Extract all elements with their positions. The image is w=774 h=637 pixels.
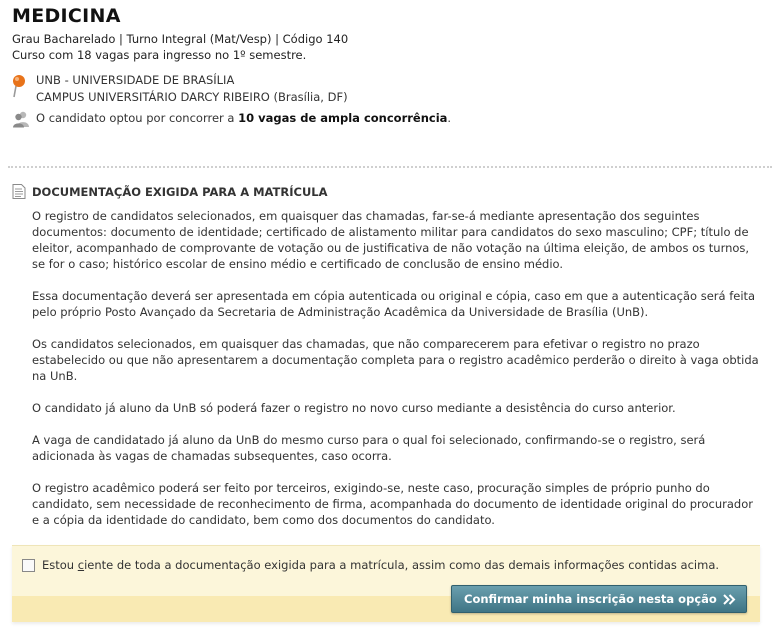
documentation-header [12, 183, 512, 201]
candidate-option-prefix: O candidato optou por concorrer a [36, 111, 239, 125]
documentation-paragraph: O registro acadêmico poderá ser feito por terceiros, exigindo-se, neste caso, procuração simples de próprio punho do candidato, sem necessidade de reconhecimento de firma, acompanhada do documento de identidade original do procurador e a cópia da identidade do candidato, bem como dos documentos do candidato. [32, 481, 753, 527]
candidate-option-suffix: . [447, 111, 452, 125]
double-chevron-right-icon [723, 594, 736, 605]
candidate-option [12, 109, 532, 129]
agreement-label-start: Estou [42, 558, 78, 572]
documentation-paragraph: O registro de candidatos selecionados, em quaisquer das chamadas, far-se-á mediante apresentação dos seguintes documentos: documento de identidade; certificado de alistamento militar para candidatos do sexo masculino; CPF; título de eleitor, acompanhado de comprovante de votação ou de justificativa de não votação na última eleição, de ambos os turnos, se for o caso; histórico escolar de ensino médio e certificado de conclusão de ensino médio. [32, 209, 750, 271]
candidate-option-vacancies: 10 vagas de ampla concorrência [238, 111, 448, 125]
institution-info [12, 72, 512, 106]
institution-name: UNB - UNIVERSIDADE DE BRASÍLIA [36, 73, 235, 87]
documentation-paragraph: O candidato já aluno da UnB só poderá fazer o registro no novo curso mediante a desistência do curso anterior. [32, 401, 676, 415]
documentation-paragraph: Essa documentação deverá ser apresentada em cópia autenticada ou original e cópia, caso em que a autenticação será feita pelo próprio Posto Avançado da Secretaria de Administração Acadêmica da Universidade de Brasília (UnB). [32, 289, 756, 319]
agreement-row [22, 558, 752, 574]
confirmation-panel [12, 545, 760, 622]
agreement-label-rest: iente de toda a documentação exigida para a matrícula, assim como das demais informações contidas acima. [84, 558, 720, 572]
users-icon [12, 110, 30, 128]
document-icon [12, 184, 26, 199]
documentation-paragraph: Os candidatos selecionados, em quaisquer das chamadas, que não comparecerem para efetivar o registro no prazo estabelecido ou que não apresentarem a documentação completa para o registro acadêmico perderão o direito à vaga obtida na UnB. [32, 337, 759, 383]
candidate-option-text [36, 111, 451, 125]
documentation-paragraph: A vaga de candidatado já aluno da UnB do mesmo curso para o qual foi selecionado, confirmando-se o registro, será adicionada às vagas de chamadas subsequentes, caso ocorra. [32, 433, 706, 463]
confirm-enrollment-label: Confirmar minha inscrição nesta opção [464, 592, 717, 606]
map-pin-icon [12, 74, 26, 98]
documentation-body [32, 208, 760, 544]
confirm-enrollment-button[interactable] [451, 585, 747, 613]
documentation-title: DOCUMENTAÇÃO EXIGIDA PARA A MATRÍCULA [32, 185, 328, 199]
institution-campus: CAMPUS UNIVERSITÁRIO DARCY RIBEIRO (Brasília, DF) [36, 90, 348, 104]
course-vacancies: Curso com 18 vagas para ingresso no 1º semestre. [12, 48, 307, 62]
course-title: MEDICINA [12, 5, 121, 27]
course-meta: Grau Bacharelado | Turno Integral (Mat/Vesp) | Código 140 [12, 32, 349, 46]
agreement-label[interactable] [42, 558, 719, 572]
agreement-checkbox[interactable] [22, 559, 35, 572]
section-divider [8, 166, 772, 168]
agreement-label-accesskey: c [77, 558, 85, 572]
